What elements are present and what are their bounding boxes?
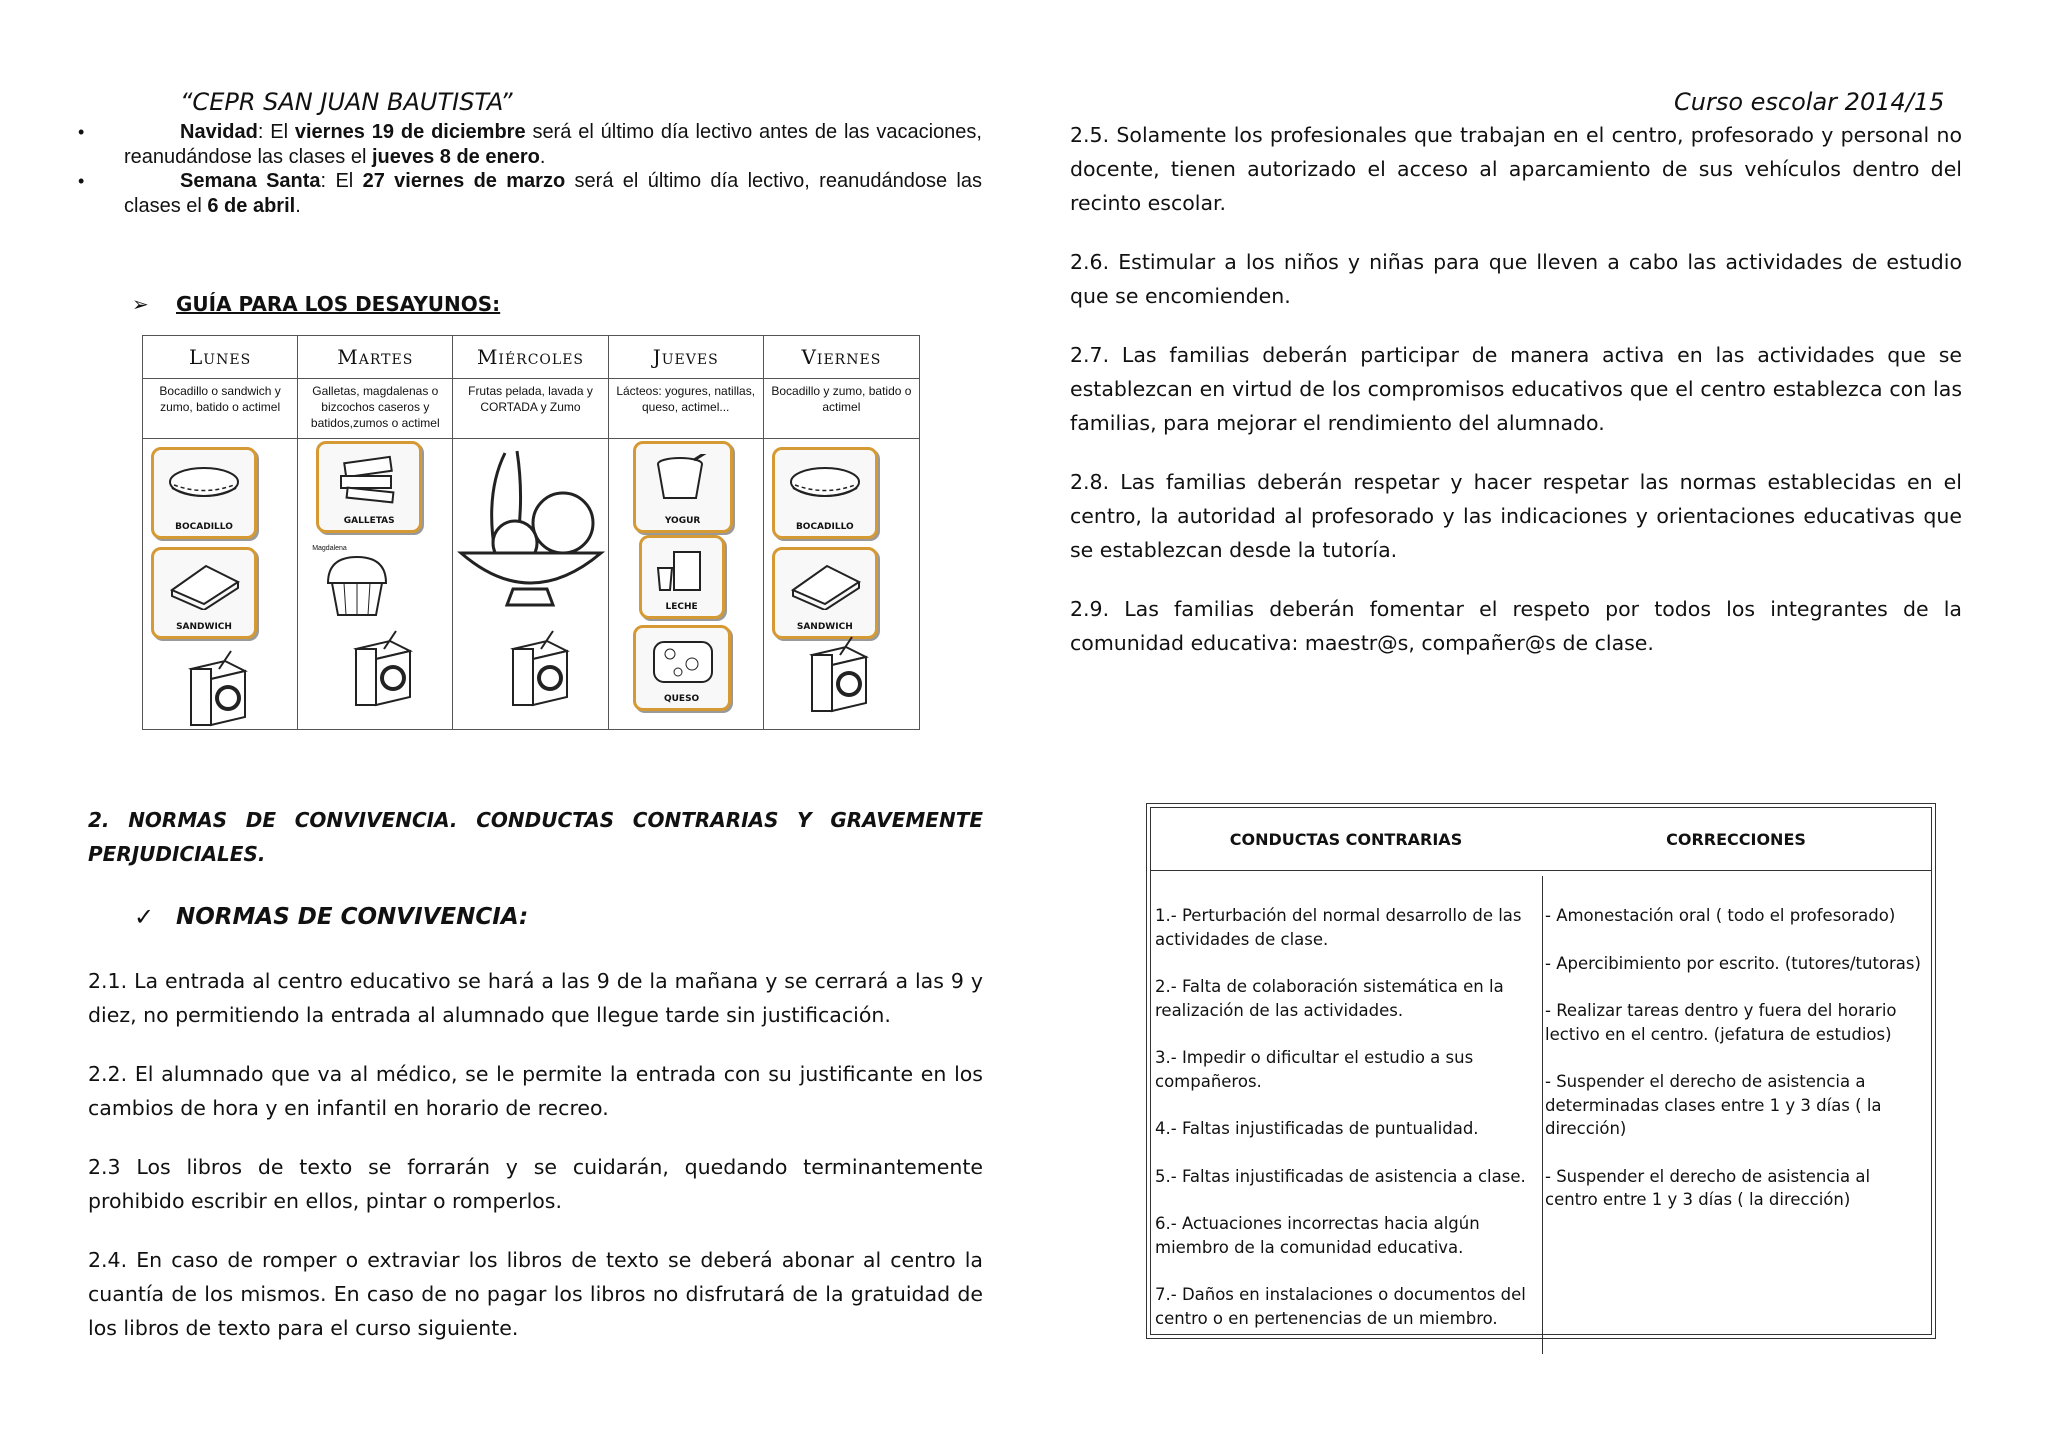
yogur-card bbox=[633, 441, 733, 533]
conduct-item: 7.- Daños en instalaciones o documentos del centro o en pertenencias de un miembro. bbox=[1155, 1285, 1526, 1328]
cookies-icon bbox=[331, 454, 407, 504]
food-caption: LECHE bbox=[665, 602, 698, 612]
day-description: Bocadillo y zumo, batido o actimel bbox=[764, 379, 919, 439]
cheese-icon bbox=[648, 638, 718, 684]
rule-2-2: 2.2. El alumnado que va al médico, se le permite la entrada con su justificante en los cambios de hora y en infantil en horario de recreo. bbox=[88, 1062, 983, 1120]
school-name: “CEPR SAN JUAN BAUTISTA” bbox=[180, 88, 513, 116]
bocadillo-card bbox=[772, 447, 878, 539]
queso-card bbox=[633, 625, 731, 711]
juice-box-icon bbox=[350, 629, 416, 709]
juice-box-icon bbox=[507, 629, 573, 709]
food-caption: GALLETAS bbox=[343, 516, 395, 526]
galletas-card bbox=[316, 441, 422, 533]
holiday-date: 27 viernes de marzo bbox=[362, 170, 566, 192]
normas-subtitle: NORMAS DE CONVIVENCIA: bbox=[176, 904, 529, 930]
holiday-item-navidad bbox=[82, 120, 982, 169]
rule-2-5: 2.5. Solamente los profesionales que trabajan en el centro, profesorado y personal no docente, tienen autorizado el acceso al aparcamiento de sus vehículos dentro del recinto escolar. bbox=[1070, 123, 1962, 215]
correction-item: - Amonestación oral ( todo el profesorado) bbox=[1545, 906, 1896, 925]
holiday-item-semana-santa bbox=[82, 169, 982, 218]
day-description: Lácteos: yogures, natillas, queso, actimel... bbox=[609, 379, 763, 439]
conduct-item: 4.- Faltas injustificadas de puntualidad. bbox=[1155, 1119, 1479, 1138]
correction-item: - Suspender el derecho de asistencia al centro entre 1 y 3 días ( la dirección) bbox=[1545, 1166, 1871, 1209]
bocadillo-card bbox=[151, 447, 257, 539]
sandwich-roll-icon bbox=[166, 460, 242, 510]
correction-item: - Realizar tareas dentro y fuera del horario lectivo en el centro. (jefatura de estudios) bbox=[1545, 1001, 1897, 1044]
day-label: Jueves bbox=[609, 336, 763, 379]
holiday-date: jueves 8 de enero bbox=[371, 145, 540, 168]
breakfast-column-martes bbox=[298, 336, 453, 729]
fruit-bowl-icon bbox=[455, 443, 605, 613]
juice-box-icon bbox=[806, 635, 872, 715]
day-description: Frutas pelada, lavada y CORTADA y Zumo bbox=[453, 379, 607, 439]
day-description: Galletas, magdalenas o bizcochos caseros y batidos,zumos o actimel bbox=[298, 379, 452, 439]
rule-2-3: 2.3 Los libros de texto se forrarán y se cuidarán, quedando terminantemente prohibido escribir en ellos, pintar o romperlos. bbox=[88, 1155, 983, 1213]
section-2-title-cont: PERJUDICIALES. bbox=[88, 842, 266, 866]
day-label: Miércoles bbox=[453, 336, 607, 379]
food-pictures bbox=[453, 439, 607, 729]
checkmark-icon: ✓ bbox=[134, 904, 155, 931]
food-caption: SANDWICH bbox=[796, 622, 853, 632]
day-label: Viernes bbox=[764, 336, 919, 379]
holiday-label: Semana Santa bbox=[180, 170, 321, 192]
sandwich-icon bbox=[787, 560, 863, 610]
conduct-item: 6.- Actuaciones incorrectas hacia algún miembro de la comunidad educativa. bbox=[1155, 1214, 1480, 1257]
day-label: Lunes bbox=[143, 336, 297, 379]
conduct-table-header bbox=[1151, 808, 1931, 871]
food-pictures bbox=[298, 439, 452, 729]
breakfast-table bbox=[142, 335, 920, 730]
breakfast-column-miercoles bbox=[453, 336, 608, 729]
conduct-item: 5.- Faltas injustificadas de asistencia a clase. bbox=[1155, 1166, 1526, 1186]
holiday-label: Navidad bbox=[180, 121, 258, 143]
muffin-icon bbox=[322, 551, 392, 621]
day-description: Bocadillo o sandwich y zumo, batido o actimel bbox=[143, 379, 297, 439]
sandwich-card bbox=[772, 547, 878, 639]
correction-item: - Apercibimiento por escrito. (tutores/tutoras) bbox=[1545, 953, 1921, 973]
corrections-column bbox=[1543, 876, 1931, 1354]
section-2-title: 2. NORMAS DE CONVIVENCIA. CONDUCTAS CONTRARIAS Y GRAVEMENTE bbox=[88, 808, 983, 832]
holiday-text: será el último día lectivo, reanudándose las clases el bbox=[124, 170, 982, 217]
sandwich-card bbox=[151, 547, 257, 639]
sandwich-roll-icon bbox=[787, 460, 863, 510]
holiday-list bbox=[82, 120, 982, 218]
header-correcciones: CORRECCIONES bbox=[1666, 829, 1806, 849]
conducts-column bbox=[1151, 876, 1543, 1354]
food-pictures bbox=[609, 439, 763, 729]
conduct-item: 3.- Impedir o dificultar el estudio a sus compañeros. bbox=[1155, 1048, 1474, 1091]
holiday-text: será el último día lectivo antes de las vacaciones, reanudándose las clases el bbox=[124, 121, 982, 168]
food-caption: BOCADILLO bbox=[175, 522, 233, 532]
breakfast-column-lunes bbox=[143, 336, 298, 729]
food-caption: YOGUR bbox=[664, 516, 701, 526]
food-caption: QUESO bbox=[663, 694, 700, 704]
rule-2-8: 2.8. Las familias deberán respetar y hacer respetar las normas establecidas en el centro, la autoridad al profesorado y las indicaciones y orientaciones educativas que se establezcan desde la tutoría. bbox=[1070, 470, 1962, 562]
day-label: Martes bbox=[298, 336, 452, 379]
rule-2-1: 2.1. La entrada al centro educativo se hará a las 9 de la mañana y se cerrará a las 9 y diez, no permitiendo la entrada al alumnado que llegue tarde sin justificación. bbox=[88, 969, 983, 1027]
food-pictures bbox=[143, 439, 297, 729]
holiday-text: : El bbox=[320, 170, 363, 192]
rule-2-9: 2.9. Las familias deberán fomentar el respeto por todos los integrantes de la comunidad educativa: maestr@s, compañer@s de clase. bbox=[1070, 597, 1962, 655]
holiday-text: . bbox=[539, 145, 546, 168]
holiday-text: . bbox=[295, 194, 301, 217]
milk-icon bbox=[652, 548, 712, 592]
rule-2-4: 2.4. En caso de romper o extraviar los libros de texto se deberá abonar al centro la cuantía de los mismos. En caso de no pagar los libros no disfrutará de la gratuidad de los libros de texto para el curso siguiente. bbox=[88, 1248, 983, 1340]
juice-box-icon bbox=[185, 649, 251, 729]
holiday-date: 6 de abril bbox=[207, 194, 296, 217]
magdalena-label: Magdalena bbox=[312, 545, 347, 552]
breakfast-column-jueves bbox=[609, 336, 764, 729]
food-pictures bbox=[764, 439, 919, 729]
conduct-item: 2.- Falta de colaboración sistemática en la realización de las actividades. bbox=[1155, 977, 1504, 1020]
school-year: Curso escolar 2014/15 bbox=[1674, 88, 1945, 116]
holiday-date: viernes 19 de diciembre bbox=[294, 121, 526, 143]
sandwich-icon bbox=[166, 560, 242, 610]
food-caption: SANDWICH bbox=[176, 622, 232, 632]
header-conductas: CONDUCTAS CONTRARIAS bbox=[1229, 829, 1463, 849]
arrow-bullet-icon: ➢ bbox=[132, 294, 149, 316]
yogurt-icon bbox=[648, 454, 718, 504]
conduct-item: 1.- Perturbación del normal desarrollo de las actividades de clase. bbox=[1155, 906, 1522, 949]
leche-card bbox=[639, 535, 725, 619]
breakfast-column-viernes bbox=[764, 336, 919, 729]
breakfast-guide-title: GUÍA PARA LOS DESAYUNOS: bbox=[176, 292, 501, 316]
rule-2-6: 2.6. Estimular a los niños y niñas para que lleven a cabo las actividades de estudio que se encomienden. bbox=[1070, 250, 1962, 308]
rule-2-7: 2.7. Las familias deberán participar de manera activa en las actividades que se establezcan en virtud de los compromisos educativos que el centro establezca con las familias, para mejorar el rendimiento del alumnado. bbox=[1070, 343, 1962, 435]
food-caption: BOCADILLO bbox=[795, 522, 854, 532]
correction-item: - Suspender el derecho de asistencia a determinadas clases entre 1 y 3 días ( la dirección) bbox=[1545, 1072, 1882, 1138]
conduct-table bbox=[1146, 803, 1936, 1339]
holiday-text: : El bbox=[257, 121, 295, 143]
